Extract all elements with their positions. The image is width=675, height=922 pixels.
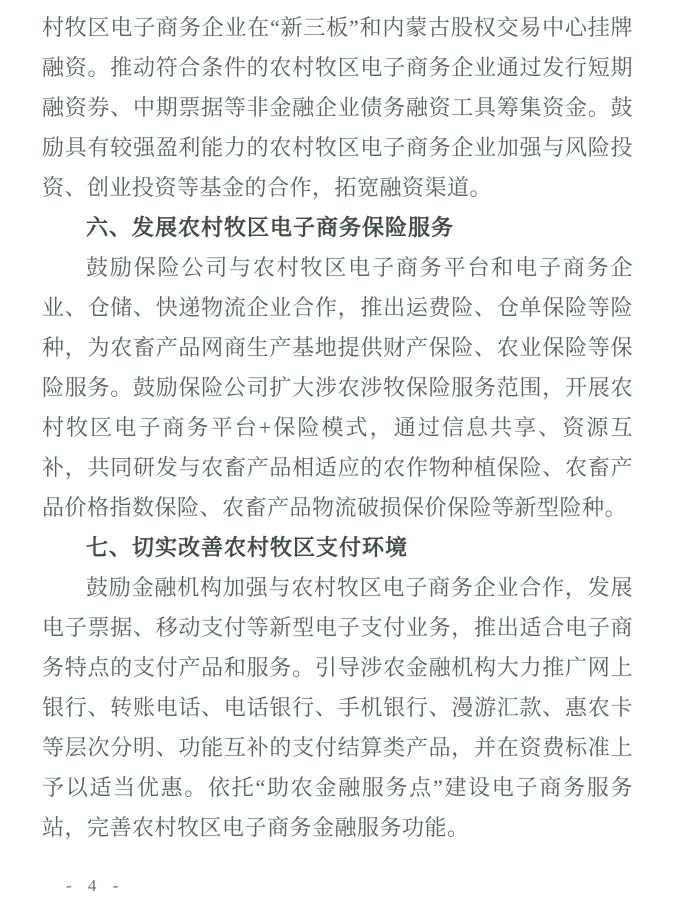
- document-body: [42, 8, 633, 848]
- section-heading-7-payment-environment: 七、切实改善农村牧区支付环境: [86, 535, 409, 560]
- paragraph-financing-continued: 村牧区电子商务企业在“新三板”和内蒙古股权交易中心挂牌融资。推动符合条件的农村牧区电子商务企业通过发行短期融资券、中期票据等非金融企业债务融资工具筹集资金。鼓励具有较强盈利能力的农村牧区电子商务企业加强与风险投资、创业投资等基金的合作，拓宽融资渠道。: [42, 15, 633, 200]
- section-heading-6-insurance-services: 六、发展农村牧区电子商务保险服务: [86, 215, 455, 240]
- page-number: - 4 -: [66, 876, 125, 895]
- paragraph-payment-environment: 鼓励金融机构加强与农村牧区电子商务企业合作，发展电子票据、移动支付等新型电子支付业务，推出适合电子商务特点的支付产品和服务。引导涉农金融机构大力推广网上银行、转账电话、电话银行、手机银行、漫游汇款、惠农卡等层次分明、功能互补的支付结算类产品，并在资费标准上予以适当优惠。依托“助农金融服务点”建设电子商务服务站，完善农村牧区电子商务金融服务功能。: [42, 575, 633, 840]
- paragraph-insurance-services: 鼓励保险公司与农村牧区电子商务平台和电子商务企业、仓储、快递物流企业合作，推出运费险、仓单保险等险种，为农畜产品网商生产基地提供财产保险、农业保险等保险服务。鼓励保险公司扩大涉农涉牧保险服务范围，开展农村牧区电子商务平台+保险模式，通过信息共享、资源互补，共同研发与农畜产品相适应的农作物种植保险、农畜产品价格指数保险、农畜产品物流破损保价保险等新型险种。: [42, 255, 633, 520]
